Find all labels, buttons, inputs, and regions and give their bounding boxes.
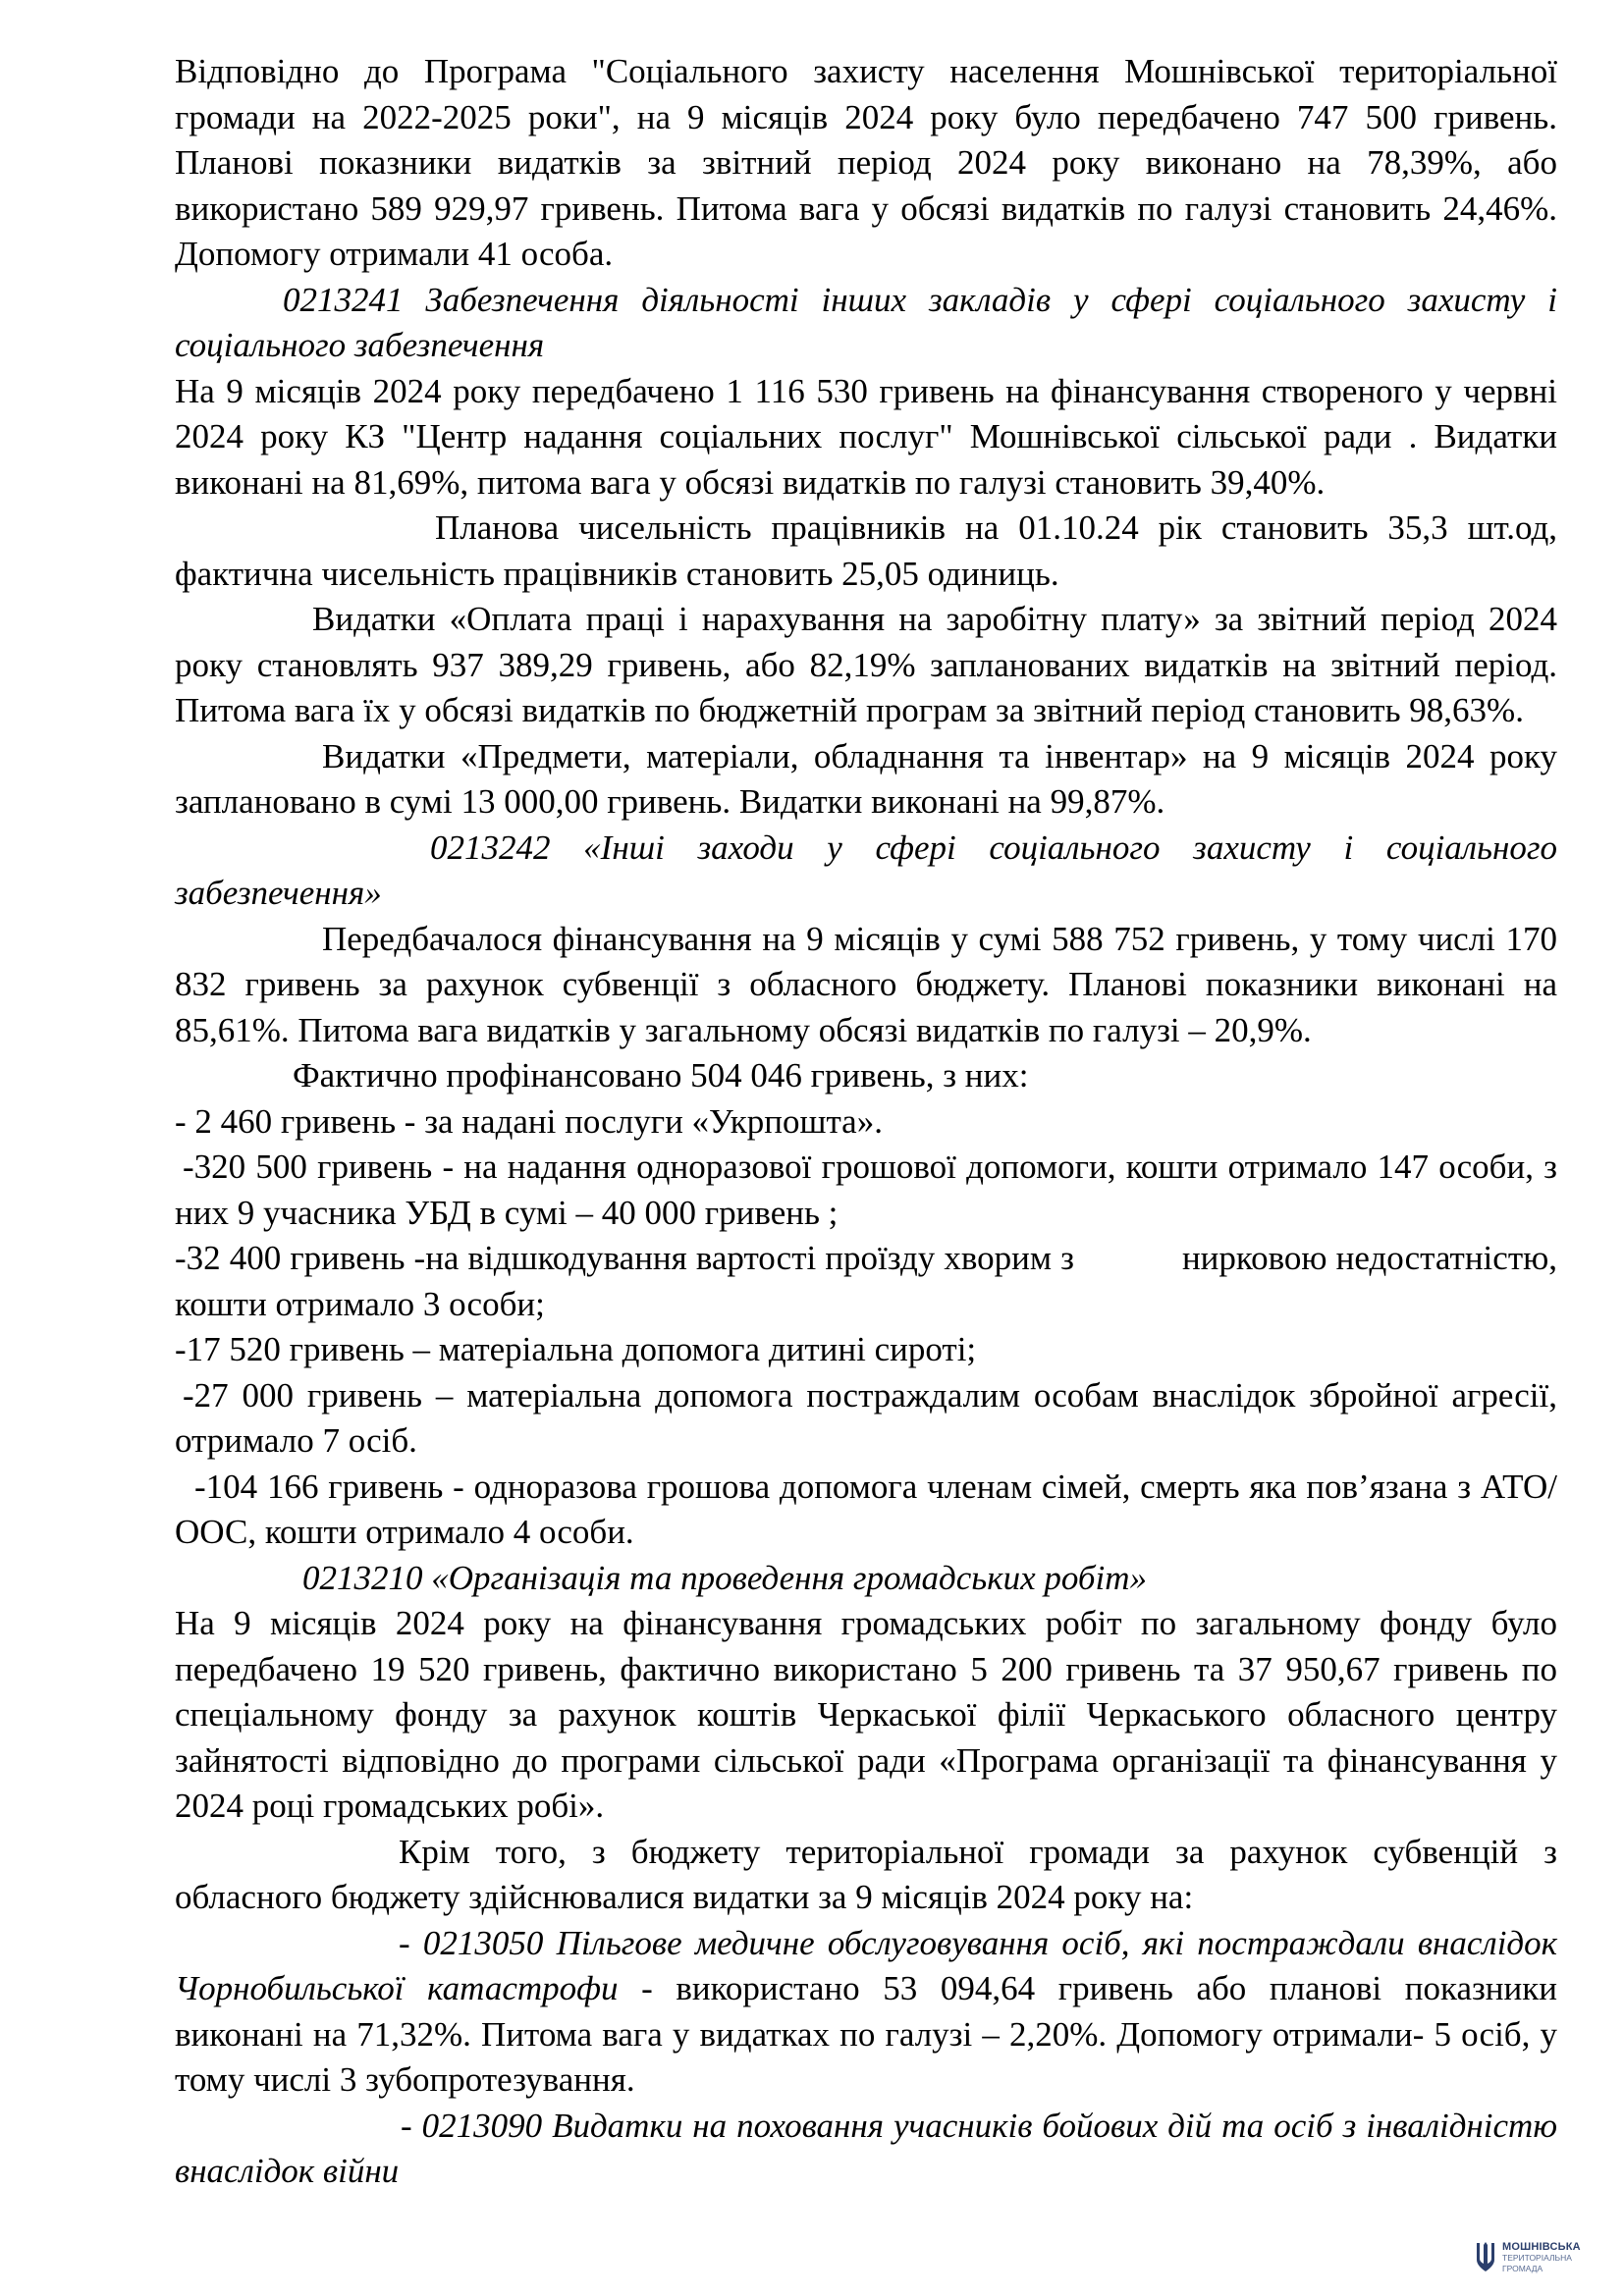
heading-0213050: 0213050 Пільгове медичне обслуговування осіб, які постраждали внаслідок Чорнобильської катастрофи (175, 1923, 1557, 2007)
dash-0213050: - (399, 1923, 423, 1962)
heading-0213241: 0213241 Забезпечення діяльності інших закладів у сфері соціального захисту і соціального забезпечення (175, 280, 1557, 364)
logo-line-1: МОШНІВСЬКА (1502, 2240, 1581, 2253)
list-item-travel-refund (175, 1236, 1557, 1327)
paragraph-public-works: На 9 місяців 2024 року на фінансування громадських робіт по загальному фонду було передбачено 19 520 гривень, фактично використано 5 200 гривень та 37 950,67 гривень по спеціальному фонду за рахунок коштів Черкаської філії Черкаського обласного центру зайнятості відповідно до програми сільської ради «Програма організації та фінансування у 2024 році громадських робі». (175, 1604, 1557, 1825)
community-logo (1475, 2236, 1612, 2279)
heading-0213210: 0213210 «Організація та проведення громадських робіт» (302, 1558, 1148, 1597)
list-item-ukrposhta: - 2 460 гривень - за надані послуги «Укрпошта». (175, 1101, 883, 1141)
heading-0213242: 0213242 «Інші заходи у сфері соціального захисту і соціального забезпечення» (175, 828, 1557, 912)
paragraph-staff-count: Планова чисельність працівників на 01.10.24 рік становить 35,3 шт.од, фактична чисельність працівників становить 25,05 одиниць. (175, 508, 1557, 593)
paragraph-program-social: Відповідно до Програма "Соціального захисту населення Мошнівської територіальної громади на 2022-2025 роки", на 9 місяців 2024 року було передбачено 747 500 гривень. Планові показники видатків за звітний період 2024 року виконано на 78,39%, або використано 589 929,97 гривень. Питома вага у обсязі видатків по галузі становить 24,46%. Допомогу отримали 41 особа. (175, 52, 1557, 273)
travel-refund-part-1: -32 400 гривень -на відшкодування вартості проїзду хворим з (175, 1239, 1074, 1277)
document-page (175, 49, 1557, 2195)
paragraph-salary: Видатки «Оплата праці і нарахування на заробітну плату» за звітний період 2024 року становлять 937 389,29 гривень, або 82,19% запланованих видатків на звітний період. Питома вага їх у обсязі видатків по бюджетній програм за звітний період становить 98,63%. (175, 600, 1557, 729)
paragraph-actual-financing: Фактично профінансовано 504 046 гривень, з них: (293, 1056, 1029, 1095)
paragraph-0213050 (175, 1921, 1557, 2104)
logo-line-3: ГРОМАДА (1502, 2263, 1543, 2273)
list-item-ato-aid: -104 166 гривень - одноразова грошова допомога членам сімей, смерть яка пов’язана з АТО/ООС, кошти отримало 4 особи. (175, 1467, 1557, 1551)
trident-icon (1475, 2240, 1496, 2275)
list-item-one-time-aid: -320 500 гривень - на надання одноразової грошової допомоги, кошти отримало 147 особи, з них 9 учасника УБД в сумі – 40 000 гривень ; (175, 1148, 1557, 1232)
logo-line-2: ТЕРИТОРІАЛЬНА (1502, 2252, 1572, 2263)
list-item-aggression-aid: -27 000 гривень – матеріальна допомога постраждалим особам внаслідок збройної агресії, отримало 7 осіб. (175, 1375, 1557, 1460)
logo-text (1502, 2242, 1581, 2274)
paragraph-center-services: На 9 місяців 2024 року передбачено 1 116 530 гривень на фінансування створеного у червні 2024 року КЗ "Центр надання соціальних послуг" Мошнівської сільської ради . Видатки виконані на 81,69%, питома вага у обсязі видатків по галузі становить 39,40%. (175, 371, 1557, 502)
list-item-orphan-aid: -17 520 гривень – матеріальна допомога дитині сироті; (175, 1330, 977, 1368)
paragraph-subventions: Крім того, з бюджету територіальної громади за рахунок субвенцій з обласного бюджету здійснювалися видатки за 9 місяців 2024 року на: (175, 1832, 1557, 1916)
paragraph-materials: Видатки «Предмети, матеріали, обладнання та інвентар» на 9 місяців 2024 року заплановано в сумі 13 000,00 гривень. Видатки виконані на 99,87%. (175, 736, 1557, 821)
travel-refund-part-2: нирковою недостатністю, кошти отримало 3 особи; (175, 1239, 1558, 1323)
text-0213050: - використано 53 094,64 гривень або планові показники виконані на 71,32%. Питома вага у видатках по галузі – 2,20%. Допомогу отримали- 5 осіб, у тому числі 3 зубопротезування. (175, 1969, 1557, 2099)
paragraph-financing: Передбачалося фінансування на 9 місяців у сумі 588 752 гривень, у тому числі 170 832 гривень за рахунок субвенції з обласного бюджету. Планові показники виконані на 85,61%. Питома вага видатків у загальному обсязі видатків по галузі – 20,9%. (175, 919, 1557, 1049)
heading-0213090: - 0213090 Видатки на поховання учасників бойових дій та осіб з інвалідністю внаслідок війни (175, 2106, 1557, 2190)
